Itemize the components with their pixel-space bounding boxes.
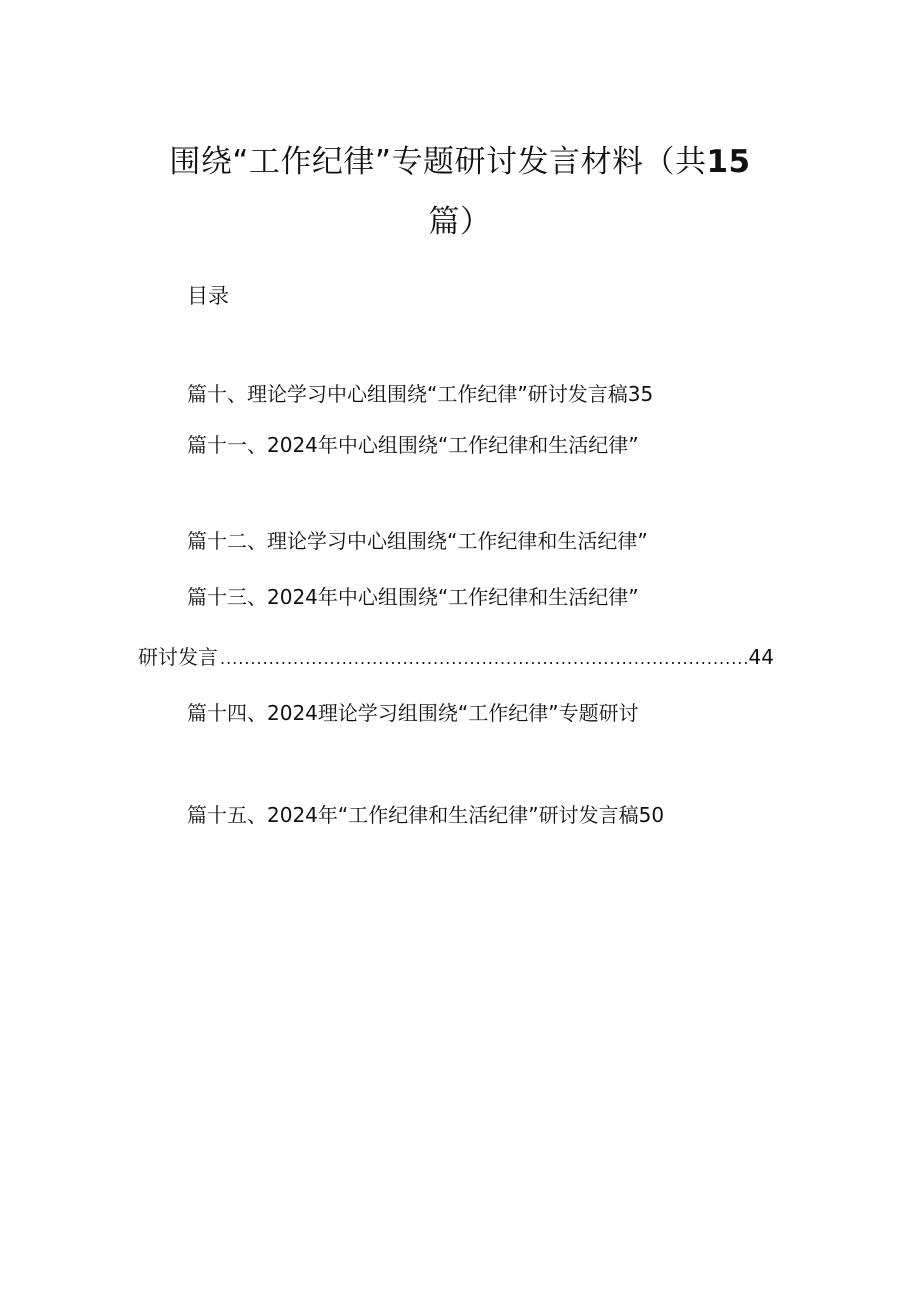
toc-entry[interactable]: 篇十五、2024年“工作纪律和生活纪律”研讨发言稿50 — [187, 803, 665, 827]
toc-entry[interactable]: 篇十四、2024理论学习组围绕“工作纪律”专题研讨 — [187, 701, 639, 725]
toc-entry[interactable]: 篇十一、2024年中心组围绕“工作纪律和生活纪律” — [187, 433, 639, 457]
toc-entry-text: 研讨发言 — [138, 645, 218, 669]
document-title-continued: 篇） — [428, 204, 492, 240]
toc-entry[interactable]: 篇十二、理论学习中心组围绕“工作纪律和生活纪律” — [187, 529, 648, 553]
toc-entry-continued[interactable] — [138, 643, 774, 673]
document-title-count: 15 — [706, 144, 751, 180]
toc-heading: 目录 — [187, 284, 229, 308]
toc-leader-dots — [220, 645, 747, 673]
toc-entry[interactable]: 篇十、理论学习中心组围绕“工作纪律”研讨发言稿35 — [187, 382, 654, 406]
document-title — [0, 142, 920, 182]
toc-entry[interactable]: 篇十三、2024年中心组围绕“工作纪律和生活纪律” — [187, 585, 639, 609]
toc-page-number: 44 — [748, 645, 774, 669]
document-title-text: 围绕“工作纪律”专题研讨发言材料（共 — [169, 144, 707, 180]
